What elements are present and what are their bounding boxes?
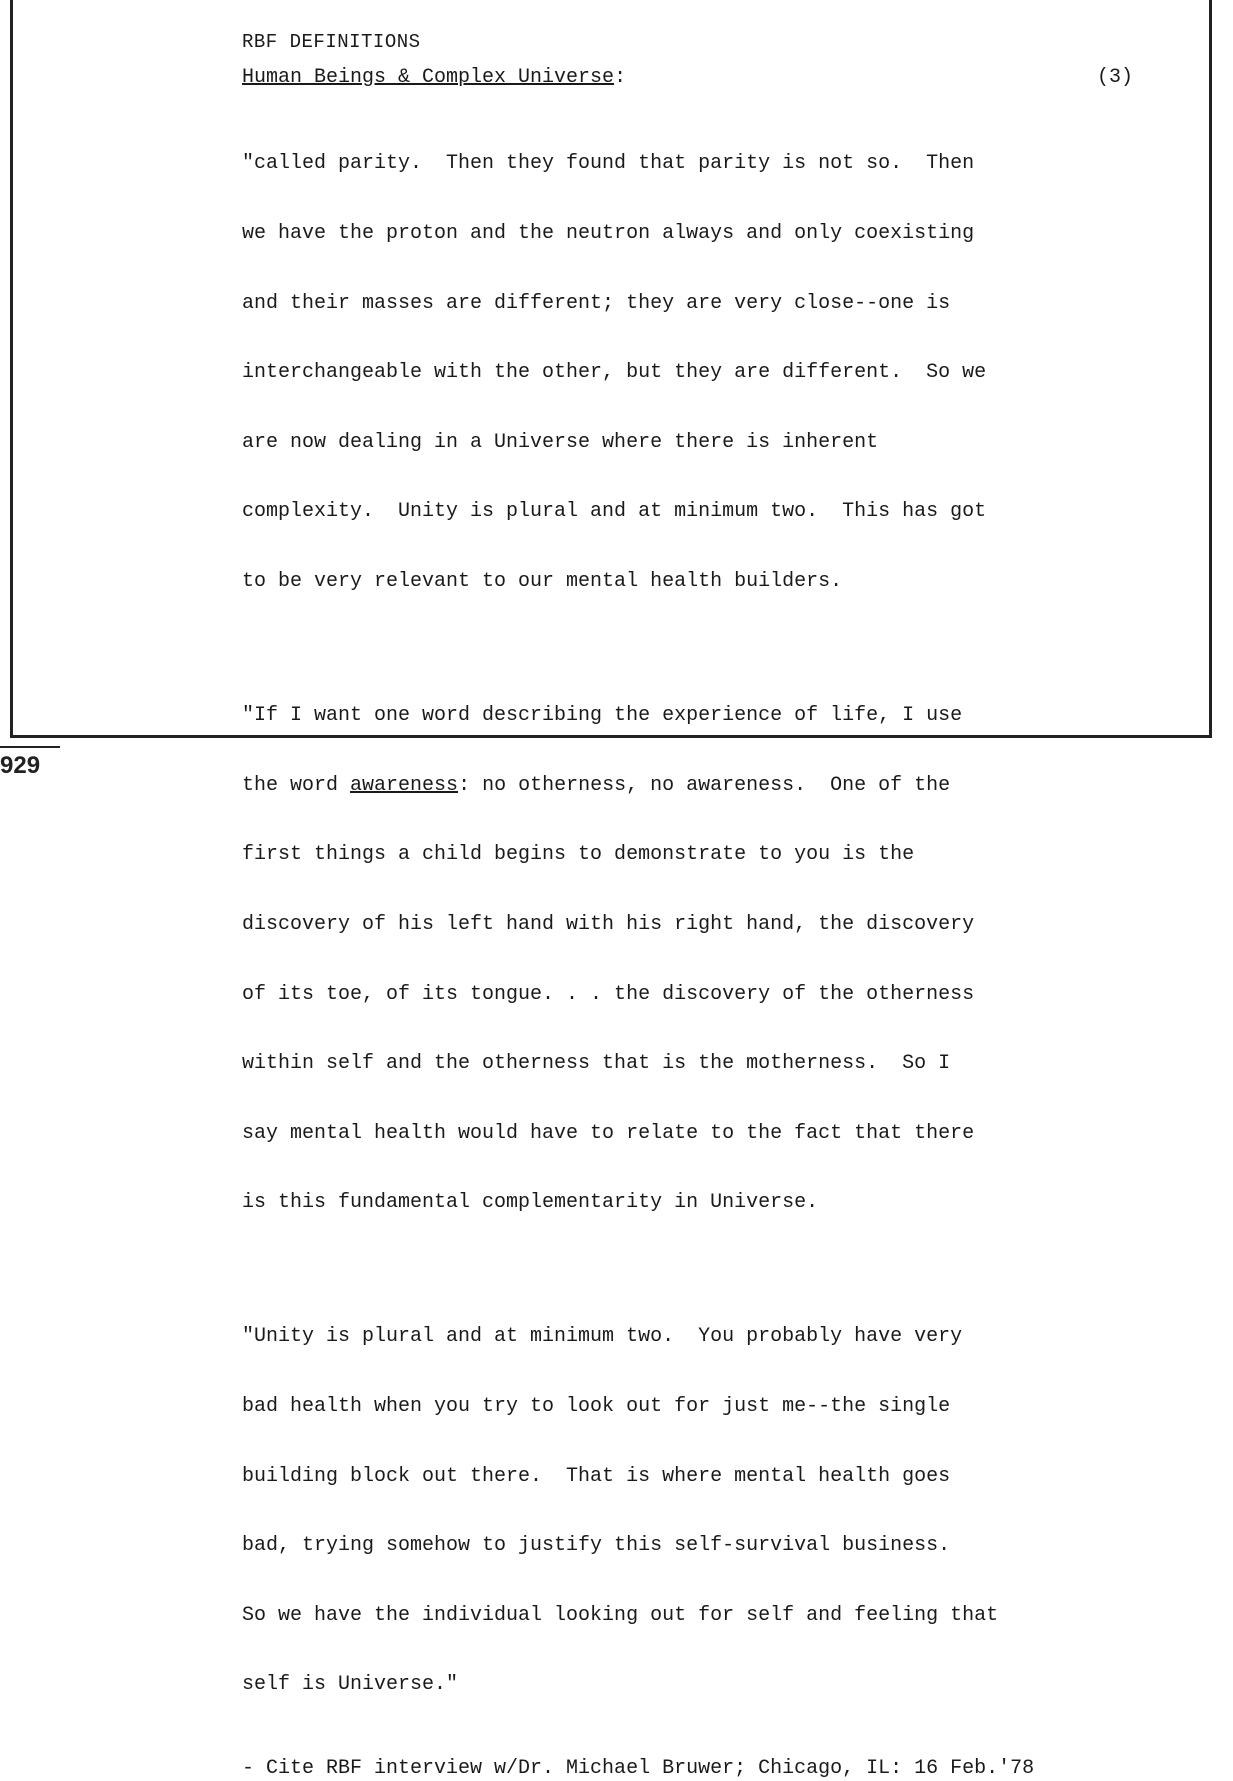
paragraph-line: we have the proton and the neutron always and only coexisting: [242, 222, 975, 246]
paragraph-line: are now dealing in a Universe where there is inherent: [242, 430, 879, 454]
paragraph-line: interchangeable with the other, but they are different. So we: [242, 361, 987, 385]
paragraph-2: [242, 658, 1137, 1261]
paragraph-line: building block out there. That is where mental health goes: [242, 1464, 951, 1488]
card-header: RBF DEFINITIONS: [242, 31, 421, 53]
paragraph-line: "called parity. Then they found that parity is not so. Then: [242, 152, 975, 176]
paragraph-line: self is Universe.": [242, 1673, 459, 1697]
page-number-footer: 929: [0, 752, 41, 779]
paragraph-line: bad, trying somehow to justify this self-survival business.: [242, 1534, 951, 1558]
paragraph-line: of its toe, of its tongue. . . the discovery of the otherness: [242, 982, 975, 1006]
paragraph-line: bad health when you try to look out for just me--the single: [242, 1394, 951, 1418]
paragraph-3: [242, 1279, 1137, 1743]
bottom-rule: [0, 746, 60, 748]
paragraph-line: and their masses are different; they are very close--one is: [242, 291, 951, 315]
citation: - Cite RBF interview w/Dr. Michael Bruwer; Chicago, IL: 16 Feb.'78: [242, 1757, 1035, 1781]
text-fragment: the word: [242, 773, 351, 797]
paragraph-line: say mental health would have to relate to the fact that there: [242, 1121, 975, 1145]
paragraph-line: first things a child begins to demonstrate to you is the: [242, 843, 915, 867]
paragraph-line: is this fundamental complementarity in Universe.: [242, 1191, 819, 1215]
paragraph-line: to be very relevant to our mental health builders.: [242, 570, 843, 594]
subtitle-row: [242, 66, 1137, 90]
paragraph-line: So we have the individual looking out for self and feeling that: [242, 1603, 999, 1627]
paragraph-line: discovery of his left hand with his right hand, the discovery: [242, 912, 975, 936]
paragraph-line: complexity. Unity is plural and at minimum two. This has got: [242, 500, 987, 524]
paragraph-line: "Unity is plural and at minimum two. You probably have very: [242, 1325, 963, 1349]
underlined-word: awareness: [350, 773, 459, 797]
text-fragment: : no otherness, no awareness. One of the: [458, 773, 951, 797]
subtitle-colon: :: [614, 66, 627, 89]
card-subtitle: Human Beings & Complex Universe: [242, 66, 615, 89]
paragraph-1: [242, 106, 1137, 640]
subtitle-wrap: [242, 66, 626, 90]
paragraph-line: [242, 774, 1137, 797]
card-page-number: (3): [1096, 66, 1133, 89]
paragraph-line: within self and the otherness that is the motherness. So I: [242, 1052, 951, 1076]
paragraph-line: "If I want one word describing the experience of life, I use: [242, 704, 963, 728]
card-content: [242, 30, 1137, 1781]
